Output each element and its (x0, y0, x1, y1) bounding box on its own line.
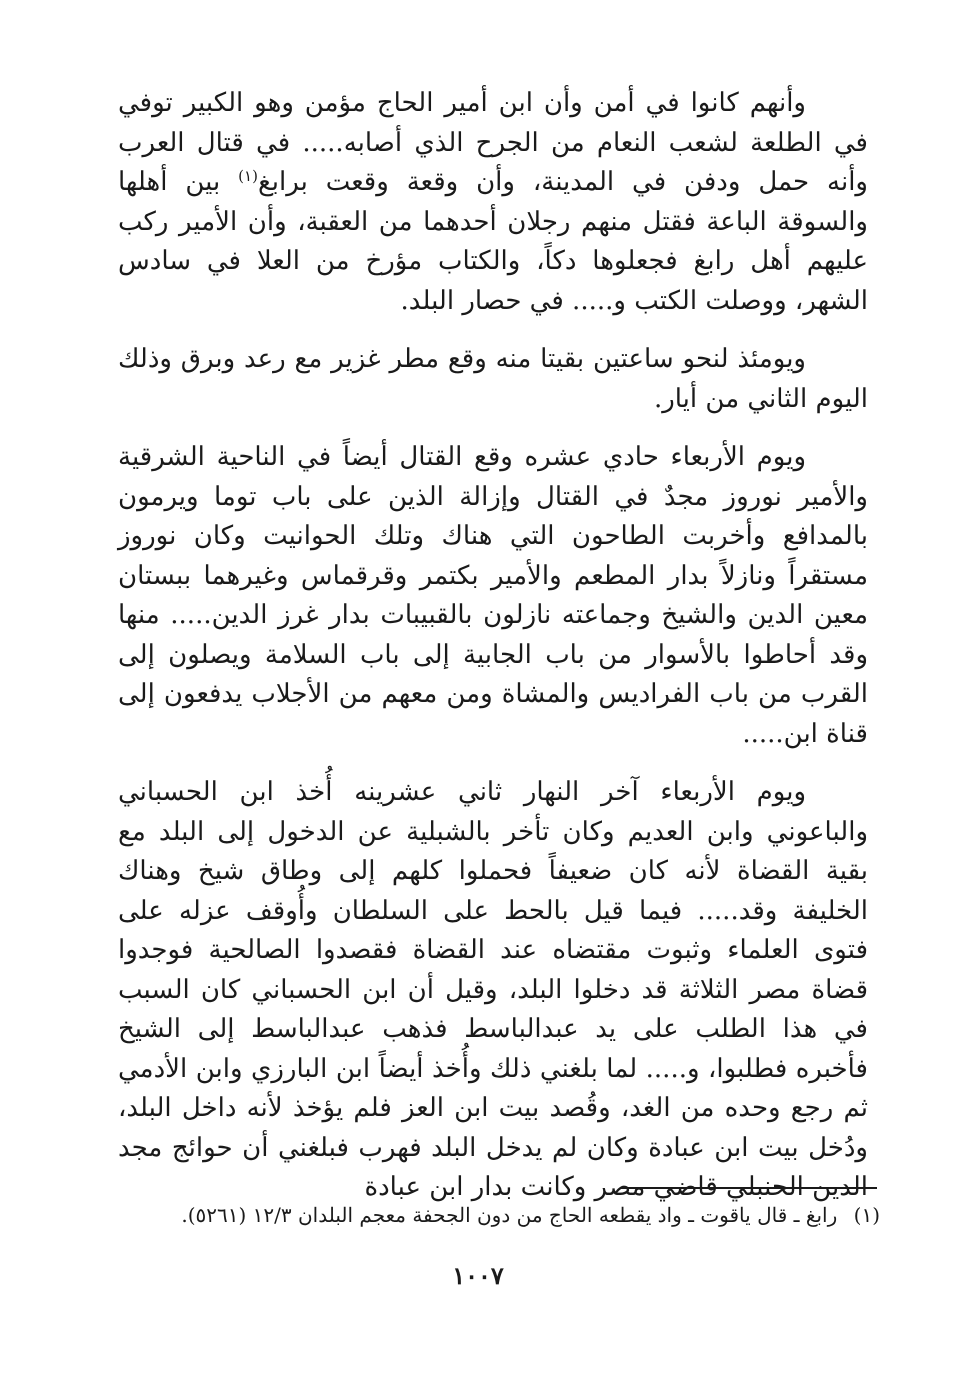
paragraph-2: ويومئذ لنحو ساعتين بقيتا منه وقع مطر غزير مع رعد وبرق وذلك اليوم الثاني من أيار. (118, 344, 868, 414)
paragraph-1 (118, 84, 868, 321)
footnote-text: رابغ ـ قال ياقوت ـ واد يقطعه الحاج من دون الجحفة معجم البلدان ١٢/٣ (٥٢٦١). (181, 1203, 838, 1227)
footnote-number: (١) (853, 1203, 880, 1227)
footnote (140, 1200, 880, 1230)
paragraph-3: ويوم الأربعاء حادي عشره وقع القتال أيضاً في الناحية الشرقية والأمير نوروز مجدٌ في القتال وإزالة الذين على باب توما ويرمون بالمدافع وأخربت الطاحون التي هناك وتلك الحوانيت وكان نوروز مستقراً ونازلاً بدار المطعم والأمير بكتمر وقرقماس وغيرهما ببستان معين الدين والشيخ وجماعته نازلون بالقبيبات بدار غرز الدين..... منها وقد أحاطوا بالأسوار من باب الجابية إلى باب السلامة ويصلون إلى القرب من باب الفراديس والمشاة ومن معهم من الأجلاب يدفعون إلى قناة ابن..... (118, 442, 868, 749)
footnote-reference-marker: (١) (238, 167, 258, 185)
paragraph-1-text-end: بين أهلها والسوقة الباعة فقتل منهم رجلان أحدهما من العقبة، وأن الأمير ركب عليهم أهل رابغ فجعلوها دكاً، والكتاب مؤرخ من العلا في سادس الشهر، ووصلت الكتب و..... في حصار البلد. (118, 167, 868, 316)
paragraph-4: ويوم الأربعاء آخر النهار ثاني عشرينه أُخذ ابن الحسباني والباعوني وابن العديم وكان تأخر بالشبلية عن الدخول إلى البلد مع بقية القضاة لأنه كان ضعيفاً فحملوا كلهم إلى وطاق شيخ وهناك الخليفة وقد..... فيما قيل بالحط على السلطان وأُوقف عزله على فتوى العلماء وثبوت مقتضاه عند القضاة فقصدوا الصالحية فوجدوا قضاة مصر الثلاثة قد دخلوا البلد، وقيل أن ابن الحسباني كان السبب في هذا الطلب على يد عبدالباسط فذهب عبدالباسط إلى الشيخ فأخبره فطلبوا، و..... لما بلغني ذلك وأُخذ أيضاً ابن البارزي وابن الأدمي ثم رجع وحده من الغد، وقُصد بيت ابن العز فلم يؤخذ لأنه داخل البلد، ودُخل بيت ابن عبادة وكان لم يدخل البلد فهرب فبلغني أن حوائج مجد الدين الحنبلي قاضي مصر وكانت بدار ابن عبادة (118, 777, 868, 1202)
page-number: ١٠٠٧ (452, 1261, 504, 1290)
paragraph-1-text-start: وأنهم كانوا في أمن وأن ابن أمير الحاج مؤمن وهو الكبير توفي في الطلعة لشعب النعام من الجرح الذي أصابه..... في قتال العرب وأنه حمل ودفن في المدينة، وأن وقعة وقعت برابغ (118, 88, 868, 197)
body-text (118, 84, 868, 1208)
footnote-separator-rule (621, 1187, 877, 1189)
